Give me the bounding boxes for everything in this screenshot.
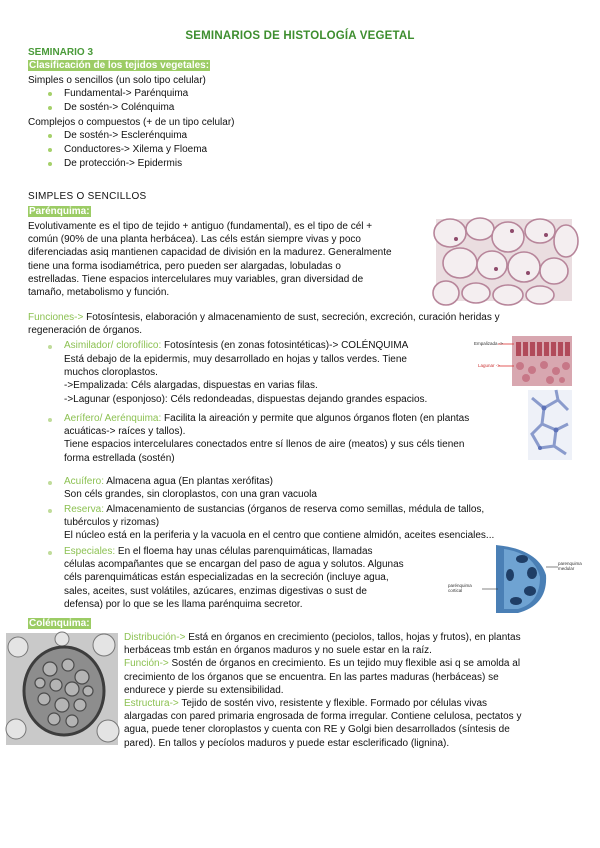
- colenquima-heading: Colénquima:: [29, 618, 90, 629]
- colenquima-text: Distribución-> Está en órganos en crecimiento (peciolos, tallos, hojas y frutos), en plantas herbáceas tmb están en órganos maduros y no suele estar en la raíz. Función-> Sostén de órganos en crecimiento. Es un tejido muy flexible asi q se amolda al crecimiento de los órganos que se encuentra. En las partes maduras (herbáceas) se endurece y pierde su extensibilidad. Estructura-> Tejido de sostén vivo, resistente y flexible. Formado por células vivas alargadas con pared primaria engrosada de forma irregular. Contiene celulosa, pectatos y agua, puede tener cloroplastos y cuenta con RE y Golgi bien desarrollados (síntesis de pared). En tallos y pecíolos maduros y puede estar esclerificado (lignina).: [124, 632, 522, 749]
- lagunar-label: Lagunar ->: [478, 363, 500, 368]
- medular-label: parenquima medular: [558, 561, 582, 571]
- page-title: SEMINARIOS DE HISTOLOGÍA VEGETAL: [185, 30, 415, 42]
- bullet: [48, 481, 52, 485]
- stem-cross-section-micrograph: [448, 545, 582, 613]
- parenquima-heading: Parénquima:: [29, 206, 90, 217]
- funciones-paragraph: Funciones-> Fotosíntesis, elaboración y almacenamiento de sust, secreción, excreción, curación heridas y regeneración de órganos.: [28, 312, 500, 337]
- clasificacion-heading: Clasificación de los tejidos vegetales:: [29, 60, 210, 71]
- list-item: Conductores-> Xilema y Floema: [64, 144, 208, 155]
- acuifero-item: Acuífero: Almacena agua (En plantas xerófitas) Son céls grandes, sin cloroplastos, con una gran vacuola: [64, 476, 317, 501]
- bullet: [48, 551, 52, 555]
- bullet: [48, 509, 52, 513]
- list-item: De sostén-> Esclerénquima: [64, 130, 188, 141]
- cortical-label: parénquima cortical: [448, 583, 472, 593]
- empalizada-label: Empalizada ->: [474, 341, 503, 346]
- bullet: [48, 162, 52, 166]
- aerifero-item: Aerífero/ Aerénquima: Facilita la aireación y permite que algunos órganos floten (en plantas acuáticas-> raíces y tallos). Tiene espacios intercelulares conectados entre sí llenos de aire (meatos) y sus céls tienen forma estrellada (sostén): [64, 413, 470, 464]
- asimilador-details: Está debajo de la epidermis, muy desarrollado en hojas y tallos verdes. Tiene muchos cloroplastos. ->Empalizada: Céls alargadas, dispuestas en varias filas. ->Lagunar (esponjoso): Céls redondeadas, dispuestas dejando grandes espacios.: [64, 354, 428, 405]
- bullet: [48, 106, 52, 110]
- bullet: [48, 92, 52, 96]
- parenquima-intro: Evolutivamente es el tipo de tejido + antiguo (fundamental), es el tipo de cél + común (90% de una planta herbácea). Las céls están siempre vivas y poco diferenciadas asiq mantienen capacidad de división en la madurez. Generalmente tiene una forma isodiamétrica, pero pueden ser alargadas, lobuladas o estrelladas. Tiene espacios intercelulares muy variables, gran diversidad de tamaño, metabolismo y función.: [28, 221, 392, 299]
- aerenquima-micrograph: [528, 390, 572, 460]
- list-item: Fundamental-> Parénquima: [64, 88, 189, 99]
- bullet: [48, 345, 52, 349]
- especiales-item: Especiales: En el floema hay unas células parenquimáticas, llamadas células acompañantes que se encargan del paso de agua y solutos. Algunas céls parenquimáticas están especializadas en la secreción (incluye agua, sales, aceites, sust volátiles, azúcares, enzimas digestivas o sust de defensa) por lo que se les llama parénquima secretor.: [64, 546, 404, 610]
- bullet: [48, 134, 52, 138]
- colenquima-micrograph: [6, 633, 118, 745]
- seminario-label: SEMINARIO 3: [28, 47, 94, 58]
- simples-heading: SIMPLES O SENCILLOS: [28, 191, 147, 202]
- reserva-item: Reserva: Almacenamiento de sustancias (órganos de reserva como semillas, médula de tallos, tubérculos y rizomas) El núcleo está en la periferia y la vacuola en el centro que contiene almidón, aceites esenciales...: [64, 504, 495, 542]
- parenquima-micrograph: [436, 219, 572, 301]
- asimilador-item: Asimilador/ clorofílico: Fotosíntesis (en zonas fotosintéticas)-> COLÉNQUIMA: [64, 340, 409, 351]
- complejos-line: Complejos o compuestos (+ de un tipo celular): [28, 117, 235, 128]
- bullet: [48, 418, 52, 422]
- list-item: De sostén-> Colénquima: [64, 102, 175, 113]
- bullet: [48, 148, 52, 152]
- leaf-section-micrograph: [472, 336, 572, 386]
- list-item: De protección-> Epidermis: [64, 158, 183, 169]
- simples-line: Simples o sencillos (un solo tipo celular): [28, 75, 206, 86]
